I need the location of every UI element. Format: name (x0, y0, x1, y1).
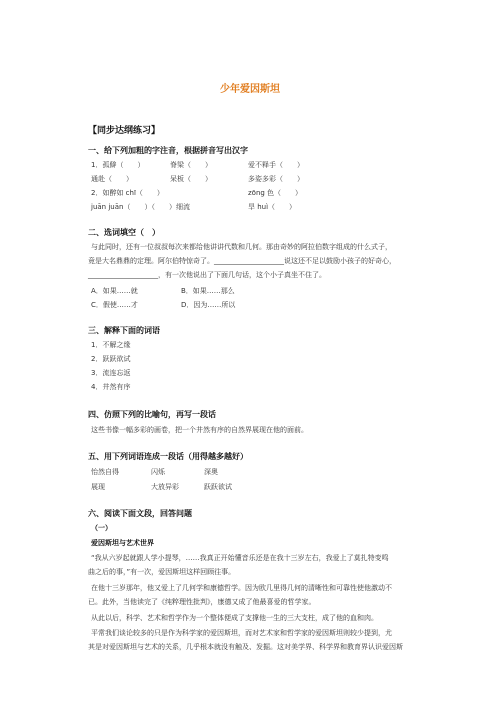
reading-subtitle: 爱因斯坦与艺术世界 (91, 539, 154, 547)
reading-paragraph: 从此以后，科学、艺术和哲学作为一个整体便成了支撑他一生的三大支柱，成了他的血和肉。 (91, 614, 378, 622)
pinyin-item: 呆板（ ） (170, 175, 212, 183)
example-sentence: 这些书像一幅多彩的画卷，把一个井然有序的自然界展现在他的面前。 (91, 426, 308, 434)
word-item: 闪烁 (151, 468, 165, 476)
reading-paragraph: 在他十三岁那年，他又爱上了几何学和康德哲学。因为欧几里得几何的清晰性和可靠性使他激动不 (91, 584, 392, 592)
option-item: B．如果……那么 (181, 287, 235, 295)
word-item: 怡然自得 (91, 468, 119, 476)
section-2-heading: 二、选词填空（ ） (88, 228, 160, 237)
section-6-heading: 六、阅读下面文段，回答问题 (88, 509, 192, 518)
option-item: D．因为……所以 (181, 301, 236, 309)
pinyin-item: zōng 色（ ） (248, 189, 303, 197)
pinyin-item: 2．如醉如 chī（ ） (91, 189, 164, 197)
fill-blank-line: 竟是大名鼎鼎的定理。阿尔伯特惊奇了。____________________说这还不足以鼓励小孩子的好奇心， (88, 257, 396, 265)
reading-paragraph: 平常我们谈论较多的只是作为科学家的爱因斯坦，而对艺术家和哲学家的爱因斯坦则较少提到，尤 (91, 629, 392, 637)
option-item: A．如果……就 (91, 287, 138, 295)
word-item: 展现 (91, 483, 105, 491)
word-item: 大放异彩 (151, 483, 179, 491)
section-3-heading: 三、解释下面的词语 (88, 326, 160, 335)
section-main-heading: 【同步达纲练习】 (88, 126, 161, 136)
pinyin-item: 多姿多彩（ ） (248, 175, 304, 183)
reading-paragraph: “我从六岁起就跟人学小提琴，……我真正开始懂音乐还是在我十三岁左右，我爱上了莫扎特变鸣 (91, 554, 389, 562)
term-item: 2．跃跃欲试 (91, 355, 131, 363)
pinyin-item: 通赴（ ） (91, 175, 133, 183)
section-1-heading: 一、给下列加粗的字注音，根据拼音写出汉字 (88, 146, 248, 155)
fill-blank-line: 与此同时，还有一位叔叔每次来都给他讲讲代数和几何。那由奇妙的阿拉伯数字组成的什么式子， (91, 243, 392, 251)
word-item: 深奥 (204, 468, 218, 476)
reading-paragraph: 已。此外，当他读完了《纯粹理性批判》，康德又成了他最喜爱的哲学家。 (88, 598, 316, 606)
option-item: C．假使……才 (91, 301, 138, 309)
section-5-heading: 五、用下列词语连成一段话（用得越多越好） (88, 452, 248, 461)
pinyin-item: 爱不释手（ ） (248, 161, 304, 169)
section-4-heading: 四、仿照下列的比喻句，再写一段话 (88, 410, 216, 419)
reading-paragraph: 曲之后的事，”有一次，爱因斯坦这样回顾往事。 (88, 568, 236, 576)
term-item: 1．不解之缘 (91, 341, 131, 349)
term-item: 4．井然有序 (91, 383, 131, 391)
reading-paragraph: 其是对爱因斯坦与艺术的关系，几乎根本就没有触及、发掘。这对美学界、科学界和教育界认识爱因斯 (88, 643, 403, 651)
pinyin-item: 脊梁（ ） (170, 161, 212, 169)
reading-part-label: （一） (91, 524, 112, 532)
word-item: 跃跃欲试 (204, 483, 232, 491)
pinyin-item: 旱 huì（ ） (248, 203, 297, 211)
pinyin-item: 1．孤僻（ ） (91, 161, 145, 169)
pinyin-item: juān juān（ ）（ ）细流 (91, 203, 190, 211)
fill-blank-line: ____________________，有一次他说出了下面几句话，这个小子真坐不住了。 (88, 271, 326, 279)
term-item: 3．流连忘返 (91, 369, 131, 377)
page-title: 少年爱因斯坦 (220, 84, 280, 95)
